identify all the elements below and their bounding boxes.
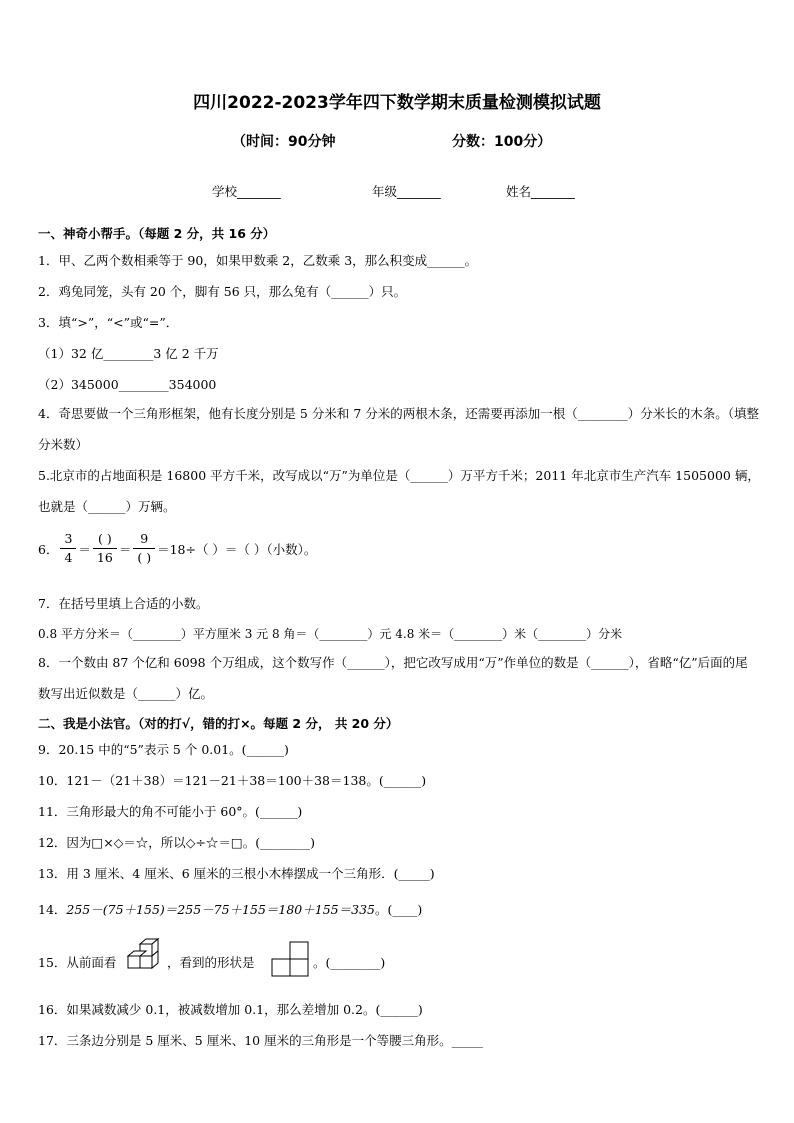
question-6-suffix: ＝18÷（ ）＝（ ）（小数）。 — [157, 541, 317, 557]
question-4: 4．奇思要做一个三角形框架，他有长度分别是 5 分米和 7 分米的两根木条，还需要再添加一根（________）分米长的木条。（填整分米数） — [38, 406, 760, 452]
cube-stack-figure — [124, 938, 162, 978]
question-15-end: 。(________) — [313, 955, 386, 970]
exam-time: （时间：90分钟 — [232, 134, 336, 150]
question-13: 13．用 3 厘米、4 厘米、6 厘米的三根小木棒摆成一个三角形．(_____) — [38, 866, 435, 881]
fraction-blank-16: $\frac{( )}{16}$ — [93, 530, 117, 567]
section-1-heading: 一、神奇小帮手。（每题 2 分，共 16 分） — [38, 226, 276, 241]
question-12: 12．因为□×◇＝☆，所以◇÷☆＝□。(________) — [38, 835, 315, 850]
question-17: 17．三条边分别是 5 厘米、5 厘米、10 厘米的三角形是一个等腰三角形。_____ — [38, 1033, 483, 1048]
question-5: 5.北京市的占地面积是 16800 平方千米，改写成以“万”为单位是（______）万平方千米；2011 年北京市生产汽车 1505000 辆，也就是（______）万辆。 — [38, 468, 760, 514]
page-title: 四川2022-2023学年四下数学期末质量检测模拟试题 — [193, 93, 601, 113]
fraction-9-blank: $\frac{9}{( )}$ — [133, 530, 155, 567]
question-15-middle: ，看到的形状是 — [167, 955, 255, 970]
question-14-expression: 255－(75＋155)＝255－75＋155＝180＋155＝335 — [66, 902, 375, 917]
question-15: 15．从前面看 — [38, 955, 117, 970]
question-8: 8．一个数由 87 个亿和 6098 个万组成，这个数写作（______），把它改写成用“万”作单位的数是（______），省略“亿”后面的尾数写出近似数是（______）亿。 — [38, 655, 748, 701]
front-view-figure — [271, 941, 313, 977]
question-16: 16．如果减数减少 0.1，被减数增加 0.1，那么差增加 0.2。(______) — [38, 1002, 423, 1017]
school-field: 学校_______ — [212, 184, 281, 199]
question-10: 10．121－（21＋38）＝121－21＋38＝100＋38＝138。(______) — [38, 773, 427, 788]
question-1: 1．甲、乙两个数相乘等于 90，如果甲数乘 2，乙数乘 3，那么积变成______。 — [38, 253, 478, 268]
fraction-3-4: $\frac{3}{4}$ — [60, 530, 76, 567]
question-2: 2．鸡兔同笼，头有 20 个，脚有 56 只，那么兔有（______）只。 — [38, 284, 407, 299]
question-14: 14．255－(75＋155)＝255－75＋155＝180＋155＝335。(____) — [38, 902, 423, 917]
question-6: 6． $\frac{3}{4}$ ＝ $\frac{( )}{16}$ ＝ $\frac{9}{( )}$ ＝18÷（ ）＝（ ）（小数）。 — [38, 531, 317, 565]
question-7-blanks: 0.8 平方分米＝（________）平方厘米 3 元 8 角＝（________）元 4.8 米＝（________）米（________）分米 — [38, 627, 623, 641]
question-9: 9．20.15 中的“5”表示 5 个 0.01。(______) — [38, 742, 289, 757]
question-11: 11．三角形最大的角不可能小于 60°。(______) — [38, 804, 303, 819]
question-7: 7．在括号里填上合适的小数。 — [38, 596, 209, 611]
question-3: 3．填“>”，“<”或“=”． — [38, 315, 179, 330]
section-2-heading: 二、我是小法官。（对的打√，错的打×。每题 2 分， 共 20 分） — [38, 716, 399, 731]
grade-field: 年级_______ — [372, 184, 441, 199]
question-3-part-2: （2）345000________354000 — [38, 377, 217, 392]
name-field: 姓名_______ — [506, 184, 575, 199]
exam-score: 分数：100分） — [452, 134, 552, 150]
question-3-part-1: （1）32 亿________3 亿 2 千万 — [38, 346, 219, 361]
question-6-prefix: 6． — [38, 541, 59, 557]
